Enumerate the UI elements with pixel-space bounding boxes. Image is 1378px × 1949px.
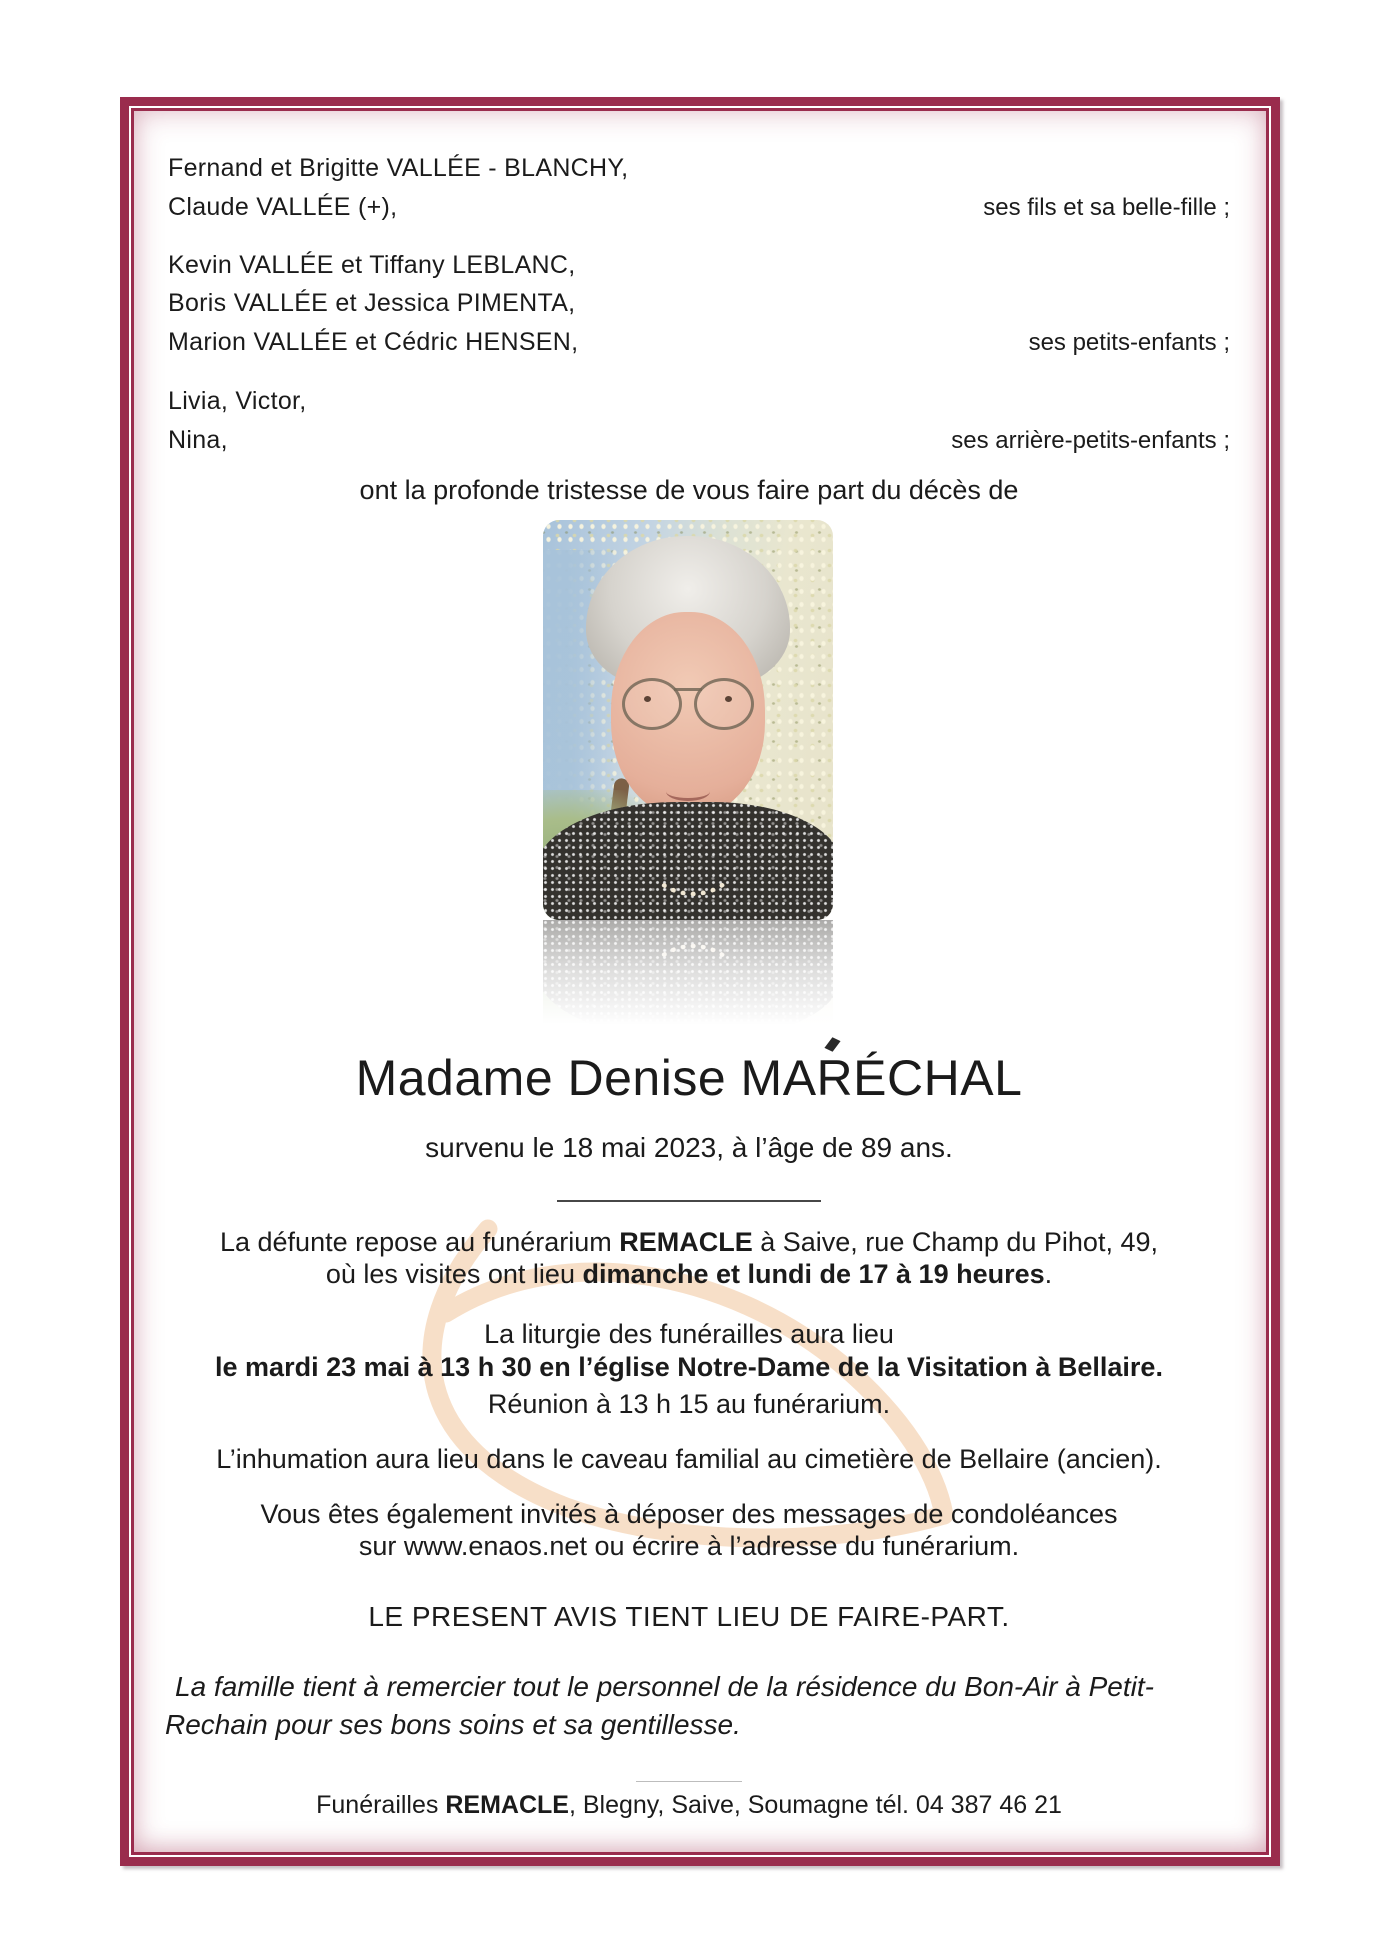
condoleances-line-2: sur www.enaos.net ou écrire à l’adresse du funérarium. xyxy=(358,1531,1020,1561)
condoleances-line-1: Vous êtes également invités à déposer des messages de condoléances xyxy=(260,1499,1118,1529)
photo-scene xyxy=(543,520,833,920)
footer-divider xyxy=(636,1781,742,1782)
family-name: Boris VALLÉE et Jessica PIMENTA, xyxy=(168,289,576,317)
repose-pre: La défunte repose au funérarium xyxy=(219,1227,620,1257)
deceased-name: Madame Denise MARÉCHAL xyxy=(355,1050,1023,1106)
family-name: Livia, Victor, xyxy=(168,387,307,415)
left-eye xyxy=(644,696,651,702)
thanks-line-1: La famille tient à remercier tout le personnel de la résidence du Bon-Air à Petit- xyxy=(175,1671,1154,1702)
divider xyxy=(557,1200,821,1202)
family-name: Nina, xyxy=(168,426,228,454)
death-info: survenu le 18 mai 2023, à l’âge de 89 ans. xyxy=(425,1132,953,1163)
reunion-line: Réunion à 13 h 15 au funérarium. xyxy=(487,1389,891,1419)
reflection-fade xyxy=(543,920,833,1030)
family-line xyxy=(168,284,1230,322)
family-name: Kevin VALLÉE et Tiffany LEBLANC, xyxy=(168,251,576,279)
mouth xyxy=(666,782,710,801)
relation-label: ses fils et sa belle-fille ; xyxy=(983,194,1230,221)
right-lens xyxy=(694,678,754,730)
repose-line xyxy=(0,1226,1378,1258)
inhumation-line: L’inhumation aura lieu dans le caveau familial au cimetière de Bellaire (ancien). xyxy=(216,1444,1162,1474)
liturgie-line: La liturgie des funérailles aura lieu xyxy=(484,1319,894,1349)
family-line xyxy=(168,421,1230,460)
footer-post: , Blegny, Saive, Soumagne tél. 04 387 46 21 xyxy=(568,1791,1062,1819)
visites-line xyxy=(0,1258,1378,1290)
photo-reflection xyxy=(543,920,833,1030)
visites-post: . xyxy=(1044,1259,1053,1289)
family-line xyxy=(168,188,1230,227)
family-name: Fernand et Brigitte VALLÉE - BLANCHY, xyxy=(168,154,629,182)
glasses xyxy=(616,678,760,726)
footer-funeral-home: REMACLE xyxy=(445,1791,569,1819)
left-lens xyxy=(622,678,682,730)
visites-pre: où les visites ont lieu xyxy=(325,1259,583,1289)
avis-line: LE PRESENT AVIS TIENT LIEU DE FAIRE-PART. xyxy=(368,1601,1010,1632)
repose-post: à Saive, rue Champ du Pihot, 49, xyxy=(752,1227,1158,1257)
family-line xyxy=(168,382,1230,420)
service-datetime-line: le mardi 23 mai à 13 h 30 en l’église Notre-Dame de la Visitation à Bellaire. xyxy=(215,1352,1163,1382)
family-line xyxy=(168,246,1230,284)
family-line xyxy=(168,323,1230,362)
family-name: Claude VALLÉE (+), xyxy=(168,193,398,221)
relation-label: ses arrière-petits-enfants ; xyxy=(951,427,1230,454)
family-name: Marion VALLÉE et Cédric HENSEN, xyxy=(168,328,579,356)
footer-line xyxy=(0,1787,1378,1823)
portrait-photo xyxy=(543,520,833,920)
right-eye xyxy=(725,696,732,702)
funeral-home-name: REMACLE xyxy=(619,1227,753,1257)
visites-hours: dimanche et lundi de 17 à 19 heures xyxy=(582,1259,1045,1289)
relation-label: ses petits-enfants ; xyxy=(1028,329,1230,356)
thanks-line-2: Rechain pour ses bons soins et sa gentillesse. xyxy=(165,1709,741,1740)
glasses-bridge xyxy=(674,688,702,697)
footer-pre: Funérailles xyxy=(316,1791,446,1819)
intro-line: ont la profonde tristesse de vous faire part du décès de xyxy=(359,475,1019,505)
family-line xyxy=(168,149,1230,187)
